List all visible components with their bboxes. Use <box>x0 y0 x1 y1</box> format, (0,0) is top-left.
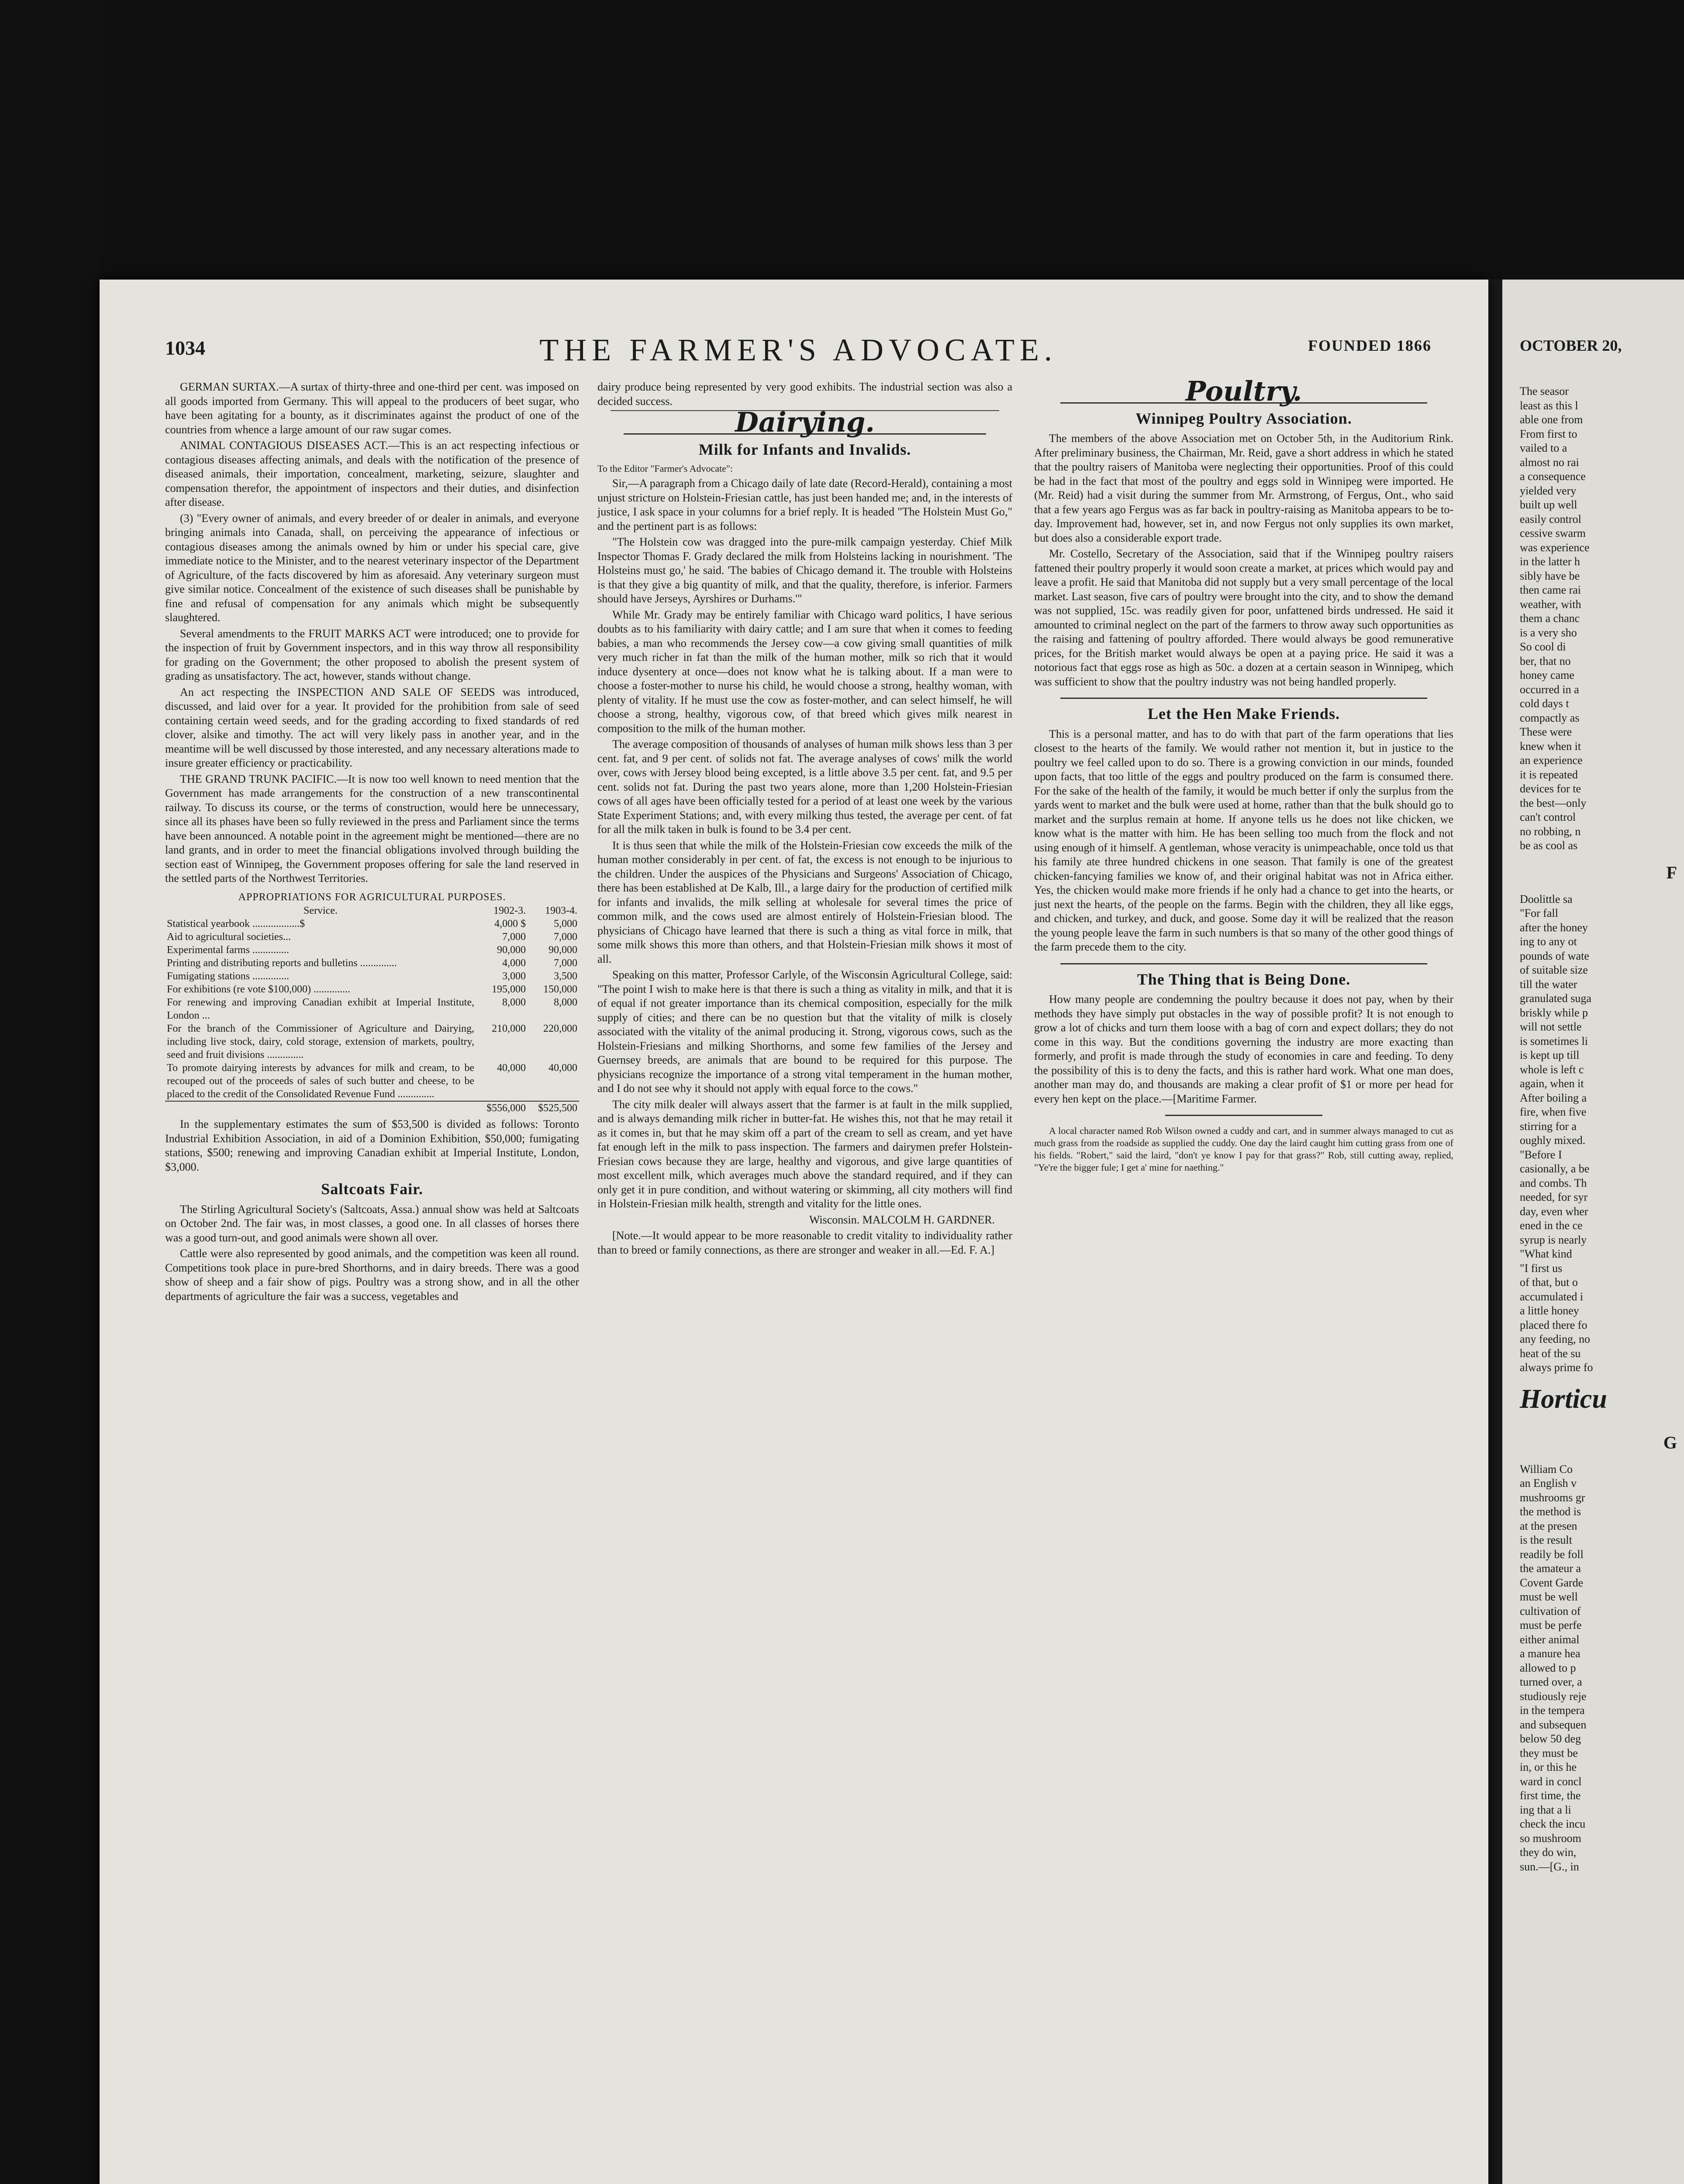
text-line: weather, with <box>1520 598 1581 611</box>
table-cell: 90,000 <box>549 944 577 956</box>
text-line: ward in concl <box>1520 1775 1582 1788</box>
paragraph: This is a personal matter, and has to do with that part of the farm operations that lies closest to the hearts of the family. We would rather not mention it, but in justice to the poultry we feel called upon to do so. There is a growing conviction in our minds, founded upon facts, that too little of the eggs and poultry produced on the farm is consumed there. For the sake of the health of the family, it would be much better if only the surplus from the yards went to market and the bulk were used at home, rather than that the bulk should go to market and the surplus remain at home. If anyone tells us he does not like chicken, we know what is the matter with him. He has been selling too much from the flock and not using enough of it himself. A gentleman, whose veracity is unimpeachable, once told us that his family ate three hundred chickens in one season. That family is one of the greatest chicken-fancying families we know of, and their original habitat was not in Africa either. Yes, the chicken would make more friends if he only had a chance to get into the hearts, or just next the hearts, of the people on the farms. Begin with the children, they all like eggs, and chicken, and turkey, and duck, and goose. Some day it will be realized that the reason the young people leave the farm in such numbers is that so many of the other good things of the farm precede them to the city. <box>1034 727 1453 953</box>
text-line: knew when it <box>1520 740 1581 753</box>
paragraph: The members of the above Association met on October 5th, in the Auditorium Rink. After preliminary business, the Chairman, Mr. Reid, gave a short address in which he stated that the poultry raisers of Manitoba were neglecting their opportunities. Proof of this could be had in the fact that most of the poultry and eggs sold in Winnipeg were imported. He (Mr. Reid) had a visit during the summer from Mr. Armstrong, of Fergus, Ont., who said that a few years ago Fergus was as far back in poultry-raising as Manitoba appears to be to-day. Improvement had, however, set in, and now Fergus not only supplies its own market, but does also a considerable export trade. <box>1034 432 1453 544</box>
text-line: first time, the <box>1520 1789 1581 1802</box>
adjacent-page-header: OCTOBER 20, <box>1520 337 1622 354</box>
table-total-row <box>165 1101 579 1115</box>
page-number: 1034 <box>165 337 205 359</box>
table-cell: 4,000 $ <box>494 918 526 930</box>
table-cell: $556,000 <box>476 1101 528 1115</box>
page-gutter <box>1488 280 1502 2184</box>
text-line: accumulated i <box>1520 1290 1584 1303</box>
text-line: in the latter h <box>1520 555 1580 568</box>
text-line: granulated suga <box>1520 992 1591 1005</box>
divider <box>1060 698 1427 699</box>
page-header <box>165 332 1432 371</box>
article-title: Let the Hen Make Friends. <box>1148 705 1340 722</box>
section-heading: F <box>1666 862 1677 882</box>
text-line: be as cool as <box>1520 839 1578 852</box>
appropriations-table <box>165 904 579 1115</box>
table-row <box>165 1022 579 1061</box>
text-line: day, even wher <box>1520 1205 1588 1218</box>
paragraph: The city milk dealer will always assert that the farmer is at fault in the milk supplied, and is always demanding milk richer in butter-fat. He wishes this, not that he may retail it as it comes in, but that he may skim off a part of the cream to sell as cream, and yet have fat enough left in the milk to pass inspection. The farmers and dairymen prefer Holstein-Friesian cows because they are large, healthy and vigorous, and give large quantities of most excellent milk, which averages much above the standard required, and if they can only get it in pure condition, and without watering or skimming, all city mothers will find in Holstein-Friesian milk health, strength and vitality for the little ones. <box>597 1098 1012 1210</box>
paragraph: Sir,—A paragraph from a Chicago daily of late date (Record-Herald), containing a most unjust stricture on Holstein-Friesian cattle, has just been handed me; and, in the interests of justice, I ask space in your columns for a brief reply. It is headed "The Holstein Must Go," and the pertinent part is as follows: <box>597 477 1012 532</box>
table-cell: 220,000 <box>543 1023 577 1034</box>
text-line: cultivation of <box>1520 1604 1581 1617</box>
header-cell: 1903-4. <box>545 905 577 916</box>
text-line: honey came <box>1520 669 1574 681</box>
paragraph: GERMAN SURTAX.—A surtax of thirty-three and one-third per cent. was imposed on all goods imported from Germany. This will appeal to the producers of beet sugar, who have been agitating for a bounty, as it discriminates against the product of one of the countries from whence a large amount of our raw sugar comes. <box>165 380 579 436</box>
table-cell: 7,000 <box>554 931 577 943</box>
anecdote: A local character named Rob Wilson owned a cuddy and cart, and in summer always managed to cut as much grass from the roadside as supplied the cuddy. One day the laird caught him cutting grass from one of his fields. "Robert," said the laird, "don't ye know I pay for that grass?" Rob, still cutting away, replied, "Ye're the bigger fule; I get a' mine for naething." <box>1034 1125 1453 1173</box>
text-line: either animal <box>1520 1633 1580 1646</box>
table-row <box>165 930 579 943</box>
masthead-title: THE FARMER'S ADVOCATE. <box>539 332 1057 367</box>
text-line: them a chanc <box>1520 612 1580 625</box>
paragraph: An act respecting the INSPECTION AND SALE OF SEEDS was introduced, discussed, and laid over for a year. It provided for the prohibition from sale of seed containing certain weed seeds, and for the grading according to fixed standards of red clover, alsike and timothy. The act will very likely pass in another year, and in the meantime will be well discussed by those interested, and any necessary alterations made to insure greater efficiency or practicability. <box>165 685 579 769</box>
text-line: turned over, a <box>1520 1676 1582 1688</box>
paragraph: The average composition of thousands of analyses of human milk shows less than 3 per cent. fat, and 9 per cent. of solids not fat. The average analyses of cows' milk the world over, cows with Jersey blood being excepted, is a little above 3.5 per cent. fat, and 9.5 per cent. solids not fat. During the past two years alone, more than 1,200 Holstein-Friesian cows of all ages have been officially tested for a period of at least one week by the various State Experiment Stations; and, with every milking thus tested, the average per cent. of fat for all the milk taken in bulk is found to be 3.4 per cent. <box>597 738 1012 836</box>
header-cell: 1902-3. <box>493 905 526 916</box>
text-line: an English v <box>1520 1477 1577 1489</box>
table-cell: 3,000 <box>502 971 526 982</box>
text-line: yielded very <box>1520 484 1577 497</box>
paragraph: The Stirling Agricultural Society's (Saltcoats, Assa.) annual show was held at Saltcoats on October 2nd. The fair was, in most classes, a good one. In all classes of horses there was a good turn-out, and good animals were shown all over. <box>165 1203 579 1244</box>
text-line: studiously reje <box>1520 1690 1587 1703</box>
table-cell: Printing and distributing reports and bulletins .............. <box>167 957 397 969</box>
text-line: in, or this he <box>1520 1761 1577 1773</box>
paragraph: Mr. Costello, Secretary of the Association, said that if the Winnipeg poultry raisers fattened their poultry properly it would soon create a market, at prices which would pay and leave a profit. He said that Manitoba did not supply but a very small percentage of the local market. Last season, five cars of poultry were brought into the city, and to show the demand was not supplied, 15c. was readily given for poor, unfattened birds undressed. He said it amounted to criminal neglect on the part of the farmers to throw away such opportunities as the raising and fattening of poultry afforded. There would always be good remunerative prices, for the British market would always be open at a paying price. He said it was a notorious fact that eggs rose as high as 50c. a dozen at a certain season in Winnipeg, which was sufficient to show that the poultry industry was not being handled properly. <box>1034 547 1453 688</box>
text-line: after the honey <box>1520 921 1588 934</box>
text-line: check the incu <box>1520 1818 1586 1830</box>
text-line: was experience <box>1520 541 1590 554</box>
signature: Wisconsin. MALCOLM H. GARDNER. <box>809 1213 995 1226</box>
text-line: below 50 deg <box>1520 1732 1581 1745</box>
text-line: "I first us <box>1520 1261 1563 1275</box>
article-title: Milk for Infants and Invalids. <box>698 440 911 458</box>
table-cell: 8,000 <box>502 997 526 1008</box>
paragraph: While Mr. Grady may be entirely familiar with Chicago ward politics, I have serious doubts as to his familiarity with dairy cattle; and I am sure that when it comes to feeding babies, a man who recommends the Jersey cow—a cow giving small quantities of milk very much richer in fat than the milk of the human mother, milk so rich that it would induce dysentery at once—does not know what he is talking about. If a man were to choose a foster-mother to nurse his child, he would choose a strong, healthy woman, with plenty of vitality. If he must use the cow as foster-mother, and can select himself, he will choose a strong, healthy, vigorous cow, of that breed which gives milk nearest in composition to the milk of the human mother. <box>597 608 1012 735</box>
text-line: they do win, <box>1520 1846 1577 1859</box>
text-line: ing to any ot <box>1520 935 1577 948</box>
text-line: cessive swarm <box>1520 527 1586 539</box>
table-cell: Aid to agricultural societies... <box>167 931 291 943</box>
table-row <box>165 996 579 1022</box>
text-line: must be perfe <box>1520 1619 1582 1631</box>
table-cell: 4,000 <box>502 957 526 969</box>
editor-note: [Note.—It would appear to be more reasonable to credit vitality to individuality rather than to breed or family connections, as there are stronger and weaker in all.—Ed. F. A.] <box>597 1229 1012 1256</box>
text-line: of suitable size <box>1520 964 1588 976</box>
table-cell: For exhibitions (re vote $100,000) .............. <box>167 984 350 995</box>
text-line: easily control <box>1520 512 1581 525</box>
text-line: devices for te <box>1520 782 1581 795</box>
text-line: at the presen <box>1520 1519 1577 1532</box>
table-row <box>165 943 579 957</box>
text-line: The seasor <box>1520 385 1569 397</box>
department-title: Poultry. <box>1185 375 1302 407</box>
table-row <box>165 970 579 983</box>
divider <box>1060 963 1427 964</box>
text-line: Covent Garde <box>1520 1576 1584 1589</box>
text-line: the method is <box>1520 1505 1581 1518</box>
text-line: occurred in a <box>1520 683 1579 696</box>
paragraph: How many people are condemning the poultry because it does not pay, when by their methods they have simply put obstacles in the way of possible profit? It is not enough to grow a lot of chicks and turn them loose with a bag of corn and expect dollars; they do not come in this way. But the conditions governing the industry are more exacting than formerly, and profit is made through the study of economies in care and feeding. To deny the possibility of this is to deny the facts, and this is rather hard work. What one man does, another man may do, and thousands are making a clear profit of $1 or more per head for every hen kept on the place.—[Maritime Farmer. <box>1034 993 1453 1105</box>
table-cell: For the branch of the Commissioner of Agriculture and Dairying, including live stock, dairy, cold storage, extension of markets, poultry, seed and fruit divisions .............. <box>167 1023 474 1061</box>
text-line: must be well <box>1520 1590 1578 1603</box>
table-cell: 90,000 <box>497 944 526 956</box>
column-3 <box>1034 375 1453 1175</box>
text-line: so mushroom <box>1520 1832 1581 1845</box>
text-line: From first to <box>1520 427 1577 440</box>
text-line: a consequence <box>1520 470 1586 483</box>
text-line: Doolittle sa <box>1520 892 1573 905</box>
text-line: and subsequen <box>1520 1718 1587 1731</box>
text-line: whole is left c <box>1520 1063 1584 1076</box>
table-cell: For renewing and improving Canadian exhibit at Imperial Institute, London ... <box>167 997 474 1021</box>
text-line: is a very sho <box>1520 626 1577 639</box>
table-cell: To promote dairying interests by advances for milk and cream, to be recouped out of the proceeds of sales of such butter and cheese, to be placed to the credit of the Consolidated Revenue Fund .............. <box>167 1062 474 1100</box>
table-cell: 3,500 <box>554 971 577 982</box>
table-cell: 195,000 <box>492 984 526 995</box>
text-line: no robbing, n <box>1520 825 1581 838</box>
table-row <box>165 917 579 930</box>
text-line: a little honey <box>1520 1304 1579 1317</box>
text-line: needed, for syr <box>1520 1191 1588 1203</box>
text-line: compactly as <box>1520 711 1580 724</box>
table-cell: Statistical yearbook ..................$ <box>167 918 305 930</box>
text-line: the best—only <box>1520 796 1587 809</box>
text-line: syrup is nearly <box>1520 1233 1587 1246</box>
article-title: The Thing that is Being Done. <box>1137 970 1351 988</box>
text-line: is kept up till <box>1520 1049 1580 1061</box>
text-line: the amateur a <box>1520 1562 1581 1575</box>
text-line: William Co <box>1520 1462 1573 1476</box>
text-line: pounds of wate <box>1520 949 1589 962</box>
text-line: of that, but o <box>1520 1276 1578 1289</box>
text-line: allowed to p <box>1520 1661 1576 1674</box>
scan-background-left <box>0 0 100 2184</box>
scan-background-top <box>0 0 1684 280</box>
paragraph: Several amendments to the FRUIT MARKS ACT were introduced; one to provide for the inspection of fruit by Government inspectors, and in this way throw all responsibility for grading on the Government; the other proposed to abolish the present system of grading as unsatisfactory. The act, however, stands without change. <box>165 627 579 682</box>
text-line: After boiling a <box>1520 1091 1587 1104</box>
adjacent-page <box>1502 280 1684 2184</box>
text-line: "Before I <box>1520 1148 1562 1161</box>
section-heading: G <box>1663 1432 1677 1452</box>
text-line: built up well <box>1520 498 1577 511</box>
article-title: Saltcoats Fair. <box>321 1180 423 1198</box>
newspaper-page <box>100 280 1488 2184</box>
table-cell <box>165 1101 476 1115</box>
table-cell: 7,000 <box>502 931 526 943</box>
text-line: is the result <box>1520 1534 1572 1546</box>
text-line: So cool di <box>1520 640 1566 653</box>
table-cell: 5,000 <box>554 918 577 930</box>
paragraph: THE GRAND TRUNK PACIFIC.—It is now too well known to need mention that the Government has made arrangements for the construction of a new transcontinental railway. To discuss its course, or the terms of construction, would here be unnecessary, since all its phases have been so fully reviewed in the press and Parliament since the terms have been announced. A notable point in the agreement might be mentioned—there are no land grants, and in order to meet the financial obligations involved through building the section east of Winnipeg, the Government proposes offering for sale the land reserved in the settled parts of the Northwest Territories. <box>165 772 579 885</box>
paragraph: (3) "Every owner of animals, and every breeder of or dealer in animals, and everyone bringing animals into Canada, shall, on perceiving the appearance of infectious or contagious diseases among the animals owned by him or under his special care, give immediate notice to the Minister, and to the nearest veterinary inspector of the Department of Agriculture, of the facts discovered by him as aforesaid. Any veterinary surgeon must give similar notice. Concealment of the existence of such diseases shall be punishable by fine and refusal of compensation for any animals which might be subsequently slaughtered. <box>165 511 579 624</box>
text-line: sibly have be <box>1520 569 1580 582</box>
text-line: will not settle <box>1520 1020 1582 1033</box>
table-cell: 150,000 <box>543 984 577 995</box>
text-line: almost no rai <box>1520 456 1579 469</box>
column-1 <box>165 380 579 1305</box>
paragraph: ANIMAL CONTAGIOUS DISEASES ACT.—This is an act respecting infectious or contagious diseases affecting animals, and deals with the notification of the presence of diseased animals, their importation, concealment, marketing, seizure, slaughter and compensation therefor, the appointment of inspectors and their duties, and disinfection after disease. <box>165 439 579 508</box>
text-line: ened in the ce <box>1520 1219 1583 1232</box>
table-header-row <box>165 904 579 917</box>
text-line: any feeding, no <box>1520 1333 1591 1345</box>
text-line: least as this l <box>1520 399 1578 412</box>
text-line: till the water <box>1520 978 1577 991</box>
table-title: APPROPRIATIONS FOR AGRICULTURAL PURPOSES. <box>238 891 506 903</box>
text-line: an experience <box>1520 754 1583 767</box>
text-line: able one from <box>1520 413 1583 426</box>
salutation: To the Editor "Farmer's Advocate": <box>597 463 733 474</box>
text-line: heat of the su <box>1520 1347 1581 1360</box>
text-line: it is repeated <box>1520 768 1578 781</box>
text-line: can't control <box>1520 811 1576 823</box>
text-line: ber, that no <box>1520 654 1571 667</box>
paragraph: Cattle were also represented by good animals, and the competition was keen all round. Competitions took place in pure-bred Shorthorns, and in dairy breeds. There was a good show of sheep and a fair show of pigs. Poultry was a strong show, and in all the other departments of agriculture the fair was a success, vegetables and <box>165 1247 579 1303</box>
text-line: casionally, a be <box>1520 1162 1590 1175</box>
text-line: These were <box>1520 726 1572 738</box>
paragraph: It is thus seen that while the milk of the Holstein-Friesian cow exceeds the milk of the human mother considerably in per cent. of fat, the excess is not enough to be injurious to the children. Under the auspices of the Physicians and Surgeons' Association of Chicago, there has been established at De Kalb, Ill., a large dairy for the production of certified milk for infants and invalids, the milk selling at wholesale for several times the price of common milk, and the cows used are almost entirely of Holstein-Friesian blood. The physicians of Chicago have learned that there is such a thing as vital force in milk, that some milk shows this more than others, and that Holstein-Friesian milk shows it most of all. <box>597 839 1012 965</box>
department-title: Dairying. <box>735 406 875 438</box>
table-row <box>165 957 579 970</box>
text-line: placed there fo <box>1520 1318 1587 1331</box>
adjacent-page-column <box>1520 384 1684 1874</box>
paragraph: "The Holstein cow was dragged into the pure-milk campaign yesterday. Chief Milk Inspector Thomas F. Grady declared the milk from Holsteins lacking in nourishment. 'The Holsteins must go,' he said. 'The babies of Chicago demand it. The trouble with Holsteins is that they give a big quantity of milk, and that the quality, therefore, is inferior. Farmers should have Jerseys, Ayrshires or Durhams.'" <box>597 536 1012 605</box>
paragraph: dairy produce being represented by very good exhibits. The industrial section was also a decided success. <box>597 380 1012 408</box>
table-cell: 8,000 <box>554 997 577 1008</box>
paragraph: Speaking on this matter, Professor Carlyle, of the Wisconsin Agricultural College, said: "The point I wish to make here is that there is such a thing as vitality in milk, and that it is of equal if not greater importance than its chemical composition, especially for the milk supply of cities; and there can be no question but that the vitality of milk is closely associated with the vitality of the animal producing it. Strong, vigorous cows, such as the Holstein-Friesians and milking Shorthorns, and some few families of the Jersey and Guernsey breeds, are animals that are bound to be required for this purpose. The physicians recognize the importance of a strong vital temperament in the human mother, and I do not see why it should not apply with equal force to the cows." <box>597 968 1012 1095</box>
text-line: they must be <box>1520 1746 1578 1759</box>
department-title: Horticu <box>1520 1384 1607 1414</box>
text-line: a manure hea <box>1520 1647 1580 1660</box>
table-cell: Fumigating stations .............. <box>167 971 290 982</box>
column-2 <box>597 380 1012 1259</box>
text-line: "For fall <box>1520 907 1558 919</box>
table-cell: Experimental farms .............. <box>167 944 289 956</box>
text-line: always prime fo <box>1520 1361 1593 1374</box>
paragraph: In the supplementary estimates the sum of $53,500 is divided as follows: Toronto Industrial Exhibition Association, in aid of a Dominion Exhibition, $50,000; fumigating stations, $500; renewing and improving Canadian exhibit at Imperial Institute, London, $3,000. <box>165 1118 579 1173</box>
text-line: ing that a li <box>1520 1803 1571 1816</box>
founded-line: FOUNDED 1866 <box>1308 337 1432 354</box>
text-line: is sometimes li <box>1520 1034 1588 1047</box>
text-line: then came rai <box>1520 584 1581 596</box>
text-line: and combs. Th <box>1520 1176 1587 1189</box>
text-line: sun.—[G., in <box>1520 1860 1579 1873</box>
text-line: vailed to a <box>1520 442 1567 454</box>
text-line: oughly mixed. <box>1520 1134 1586 1147</box>
table-cell: $525,500 <box>528 1101 579 1115</box>
text-line: stirring for a <box>1520 1120 1577 1133</box>
text-line: mushrooms gr <box>1520 1491 1585 1504</box>
text-line: briskly while p <box>1520 1006 1588 1019</box>
table-cell: 7,000 <box>554 957 577 969</box>
table-row <box>165 1061 579 1101</box>
text-line: fire, when five <box>1520 1106 1587 1118</box>
table-cell: 40,000 <box>549 1062 577 1074</box>
table-cell: 210,000 <box>492 1023 526 1034</box>
table-row <box>165 983 579 996</box>
text-line: "What kind <box>1520 1248 1572 1260</box>
table-cell: 40,000 <box>497 1062 526 1074</box>
text-line: readily be foll <box>1520 1548 1584 1561</box>
text-line: in the tempera <box>1520 1704 1585 1717</box>
header-cell: Service. <box>304 905 338 916</box>
article-title: Winnipeg Poultry Association. <box>1135 409 1352 427</box>
divider <box>1165 1115 1322 1116</box>
text-line: cold days t <box>1520 697 1569 710</box>
text-line: again, when it <box>1520 1077 1584 1090</box>
